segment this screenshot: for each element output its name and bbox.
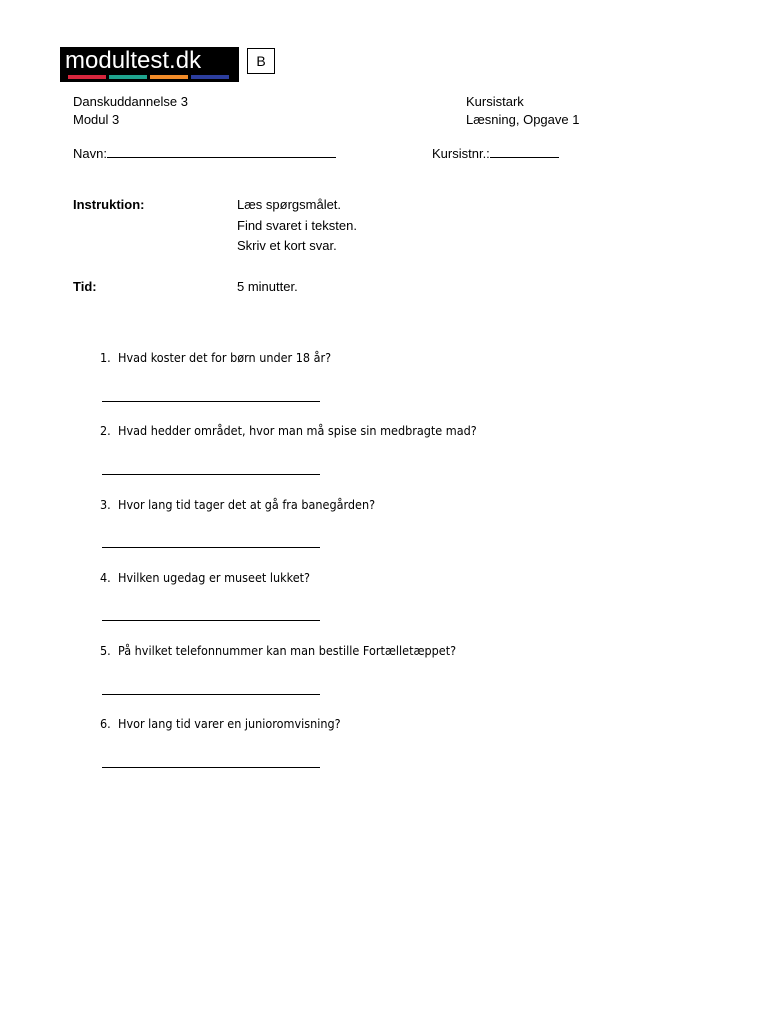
student-number-field[interactable]: [432, 144, 559, 163]
instruction-label: Instruktion:: [73, 197, 145, 212]
question-text: Hvor lang tid tager det at gå fra banegården?: [118, 497, 376, 512]
instruction-line: Find svaret i teksten.: [237, 218, 357, 233]
logo-stripe-orange: [150, 75, 188, 79]
time-value: 5 minutter.: [237, 279, 298, 294]
answer-line[interactable]: [102, 694, 320, 695]
student-number-line[interactable]: [490, 144, 559, 158]
question-text: På hvilket telefonnummer kan man bestille Fortælletæppet?: [118, 643, 457, 658]
question-item: [100, 497, 375, 513]
level-badge: B: [247, 48, 275, 74]
answer-line[interactable]: [102, 547, 320, 548]
answer-line[interactable]: [102, 401, 320, 402]
question-item: [100, 423, 477, 439]
question-number: 3.: [100, 497, 111, 512]
question-item: [100, 716, 341, 732]
question-text: Hvad koster det for børn under 18 år?: [118, 350, 332, 365]
sheet-type: Kursistark: [466, 94, 524, 109]
answer-line[interactable]: [102, 474, 320, 475]
module-name: Modul 3: [73, 112, 120, 127]
question-text: Hvilken ugedag er museet lukket?: [118, 570, 310, 585]
question-item: [100, 570, 310, 586]
question-item: [100, 350, 331, 366]
question-number: 5.: [100, 643, 111, 658]
logo-stripe-teal: [109, 75, 147, 79]
question-text: Hvor lang tid varer en junioromvisning?: [118, 716, 341, 731]
modultest-logo: [60, 47, 239, 82]
task-name: Læsning, Opgave 1: [466, 112, 580, 127]
answer-line[interactable]: [102, 767, 320, 768]
time-label: Tid:: [73, 279, 97, 294]
question-number: 1.: [100, 350, 111, 365]
student-number-label: Kursistnr.:: [432, 146, 490, 161]
name-field[interactable]: [73, 144, 336, 163]
logo-stripes: [68, 75, 229, 79]
logo-stripe-blue: [191, 75, 229, 79]
name-line[interactable]: [107, 144, 336, 158]
question-number: 2.: [100, 423, 111, 438]
logo-stripe-red: [68, 75, 106, 79]
question-item: [100, 643, 456, 659]
question-number: 6.: [100, 716, 111, 731]
question-number: 4.: [100, 570, 111, 585]
name-label: Navn:: [73, 146, 107, 161]
answer-line[interactable]: [102, 620, 320, 621]
course-name: Danskuddannelse 3: [73, 94, 188, 109]
logo-text: modultest.dk: [65, 47, 202, 74]
question-text: Hvad hedder området, hvor man må spise sin medbragte mad?: [118, 423, 477, 438]
instruction-line: Skriv et kort svar.: [237, 238, 337, 253]
instruction-line: Læs spørgsmålet.: [237, 197, 342, 212]
